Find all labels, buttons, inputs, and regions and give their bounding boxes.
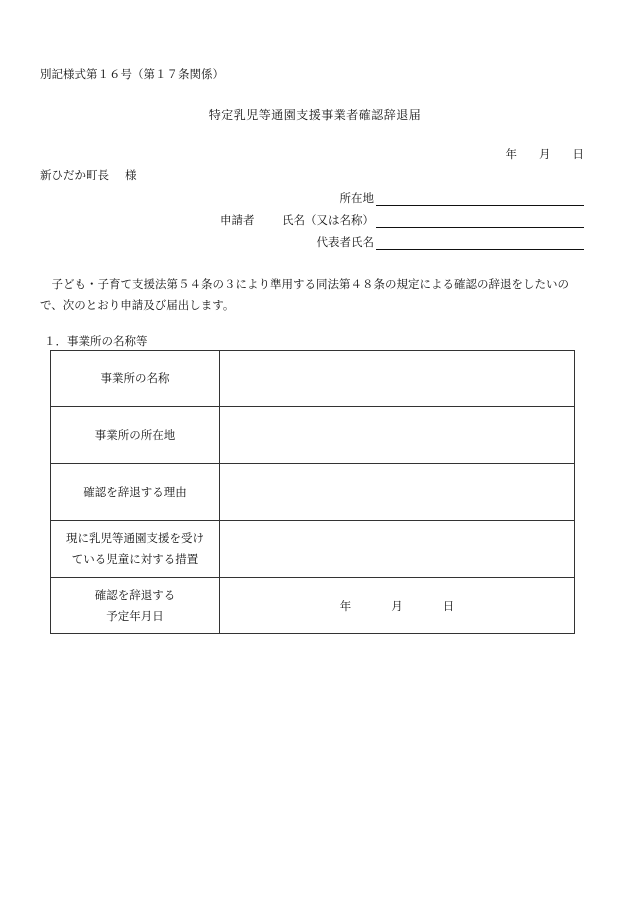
table-row xyxy=(51,351,575,407)
planned-date-cell[interactable] xyxy=(220,578,575,634)
facility-address-label: 事業所の所在地 xyxy=(51,407,220,464)
table-row xyxy=(51,578,575,634)
withdrawal-reason-label: 確認を辞退する理由 xyxy=(51,464,220,521)
representative-field-row xyxy=(317,234,585,250)
facility-table xyxy=(50,350,575,634)
child-measures-label-line1: 現に乳児等通園支援を受け xyxy=(66,531,204,545)
table-row xyxy=(51,407,575,464)
name-field-row xyxy=(282,212,584,228)
representative-input-line[interactable] xyxy=(376,235,584,250)
form-number: 別記様式第１６号（第１７条関係） xyxy=(40,67,224,81)
facility-name-label: 事業所の名称 xyxy=(51,351,220,407)
facility-address-cell[interactable] xyxy=(220,407,575,464)
planned-date-label xyxy=(51,578,220,634)
document-title: 特定乳児等通園支援事業者確認辞退届 xyxy=(208,108,422,122)
addressee-honorific: 様 xyxy=(125,168,137,182)
date-day-label: 日 xyxy=(572,147,584,161)
planned-date-day: 日 xyxy=(442,598,455,613)
address-input-line[interactable] xyxy=(376,191,584,206)
address-field-row xyxy=(340,190,585,206)
applicant-label: 申請者 xyxy=(220,213,255,227)
representative-label: 代表者氏名 xyxy=(316,235,374,249)
child-measures-label-line2: ている児童に対する措置 xyxy=(71,552,199,566)
planned-date-parts xyxy=(340,598,455,614)
facility-name-cell[interactable] xyxy=(220,351,575,407)
planned-date-month: 月 xyxy=(391,598,403,613)
name-input-line[interactable] xyxy=(376,213,584,228)
withdrawal-reason-cell[interactable] xyxy=(220,464,575,521)
planned-date-year: 年 xyxy=(339,598,352,613)
table-row xyxy=(51,521,575,578)
addressee xyxy=(40,167,137,183)
child-measures-label xyxy=(51,521,220,578)
date-year-label: 年 xyxy=(505,147,517,161)
address-label: 所在地 xyxy=(339,191,374,205)
submission-date xyxy=(506,146,585,162)
planned-date-label-line2: 予定年月日 xyxy=(106,608,164,623)
body-paragraph: 子ども・子育て支援法第５４条の３により準用する同法第４８条の規定による確認の辞退をしたいので、次のとおり申請及び届出します。 xyxy=(40,277,569,312)
section-heading: １．事業所の名称等 xyxy=(44,334,148,348)
addressee-name: 新ひだか町長 xyxy=(40,168,109,182)
date-month-label: 月 xyxy=(539,147,551,161)
table-row xyxy=(51,464,575,521)
child-measures-cell[interactable] xyxy=(220,521,575,578)
planned-date-label-line1: 確認を辞退する xyxy=(94,587,176,602)
name-label: 氏名（又は名称） xyxy=(282,213,374,227)
